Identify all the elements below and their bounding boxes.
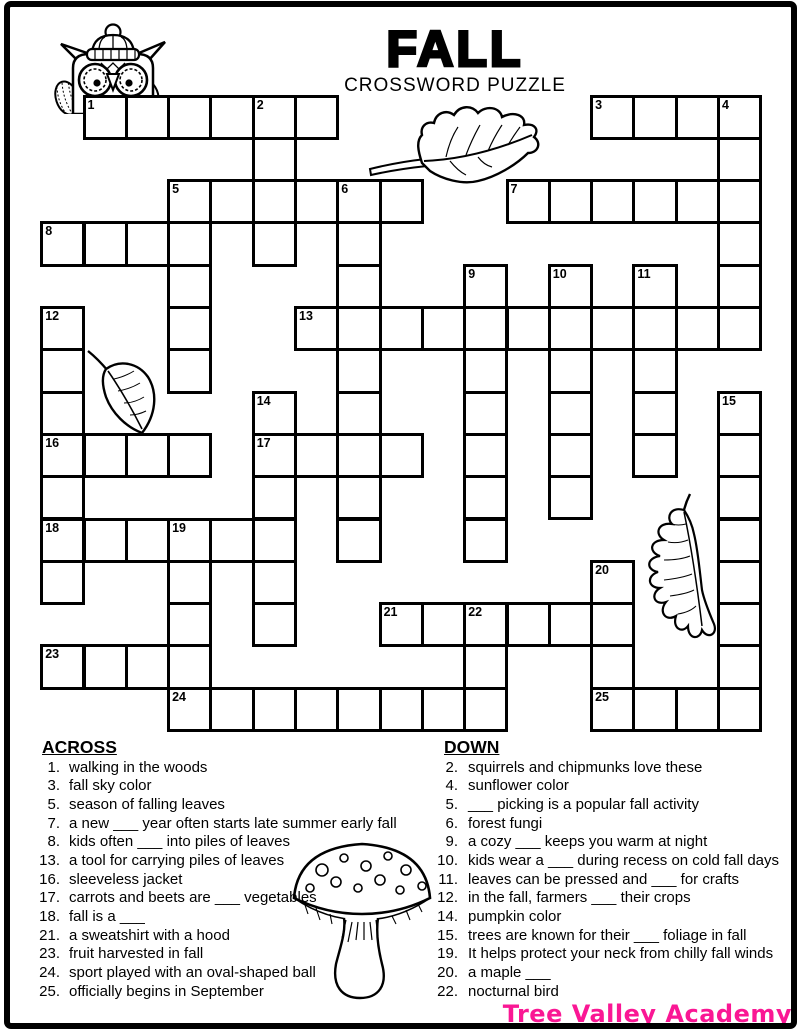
- grid-cell[interactable]: [717, 475, 762, 520]
- grid-cell[interactable]: [548, 179, 593, 224]
- grid-cell[interactable]: [632, 391, 677, 436]
- down-clue-item: [430, 758, 792, 777]
- down-clue-item: [430, 777, 792, 796]
- down-clue-item: [430, 982, 792, 1001]
- grid-cell[interactable]: [336, 687, 381, 732]
- oak-leaf-icon: [628, 490, 718, 668]
- grid-cell[interactable]: [252, 475, 297, 520]
- across-clue-item: [30, 777, 420, 796]
- grid-cell[interactable]: [252, 137, 297, 182]
- grid-cell[interactable]: [463, 644, 508, 689]
- page-title: FALL: [386, 21, 524, 77]
- grid-cell[interactable]: [40, 221, 85, 266]
- grid-cell[interactable]: [506, 602, 551, 647]
- down-clue-item: [430, 795, 792, 814]
- clue-number: 21.: [39, 926, 60, 944]
- clue-number: 11.: [438, 870, 458, 888]
- grid-cell[interactable]: [336, 348, 381, 393]
- cell-number: 8: [45, 224, 53, 239]
- grid-cell[interactable]: [463, 687, 508, 732]
- cell-number: 7: [510, 182, 518, 197]
- grid-cell[interactable]: [632, 348, 677, 393]
- grid-cell[interactable]: [379, 602, 424, 647]
- cell-number: 5: [172, 182, 180, 197]
- grid-cell[interactable]: [125, 95, 170, 140]
- branding-text: Tree Valley Academy: [502, 1000, 792, 1028]
- grid-cell[interactable]: [548, 264, 593, 309]
- title-block: [300, 21, 610, 97]
- grid-cell[interactable]: [336, 306, 381, 351]
- clue-number: 24.: [39, 963, 60, 981]
- across-clue-item: [30, 888, 420, 907]
- across-clue-item: [30, 758, 420, 777]
- grid-cell[interactable]: [506, 179, 551, 224]
- grid-cell[interactable]: [252, 560, 297, 605]
- cell-number: 9: [468, 266, 476, 281]
- grid-cell[interactable]: [252, 221, 297, 266]
- grid-cell[interactable]: [463, 264, 508, 309]
- grid-cell[interactable]: [336, 433, 381, 478]
- cell-number: 20: [595, 562, 609, 577]
- grid-cell[interactable]: [40, 306, 85, 351]
- grid-cell[interactable]: [463, 306, 508, 351]
- cell-number: 3: [595, 97, 603, 112]
- grid-cell[interactable]: [125, 433, 170, 478]
- grid-cell[interactable]: [294, 179, 339, 224]
- clue-number: 19.: [437, 945, 458, 963]
- cell-number: 17: [256, 435, 271, 450]
- grid-cell[interactable]: [632, 433, 677, 478]
- grid-cell[interactable]: [632, 264, 677, 309]
- across-clue-list: [30, 758, 420, 1000]
- clue-number: 5.: [445, 796, 458, 814]
- grid-cell[interactable]: [252, 95, 297, 140]
- clue-number: 23.: [39, 945, 60, 963]
- grid-cell[interactable]: [590, 602, 635, 647]
- grid-cell[interactable]: [40, 391, 85, 436]
- grid-cell[interactable]: [252, 518, 297, 563]
- page-subtitle: CROSSWORD PUZZLE: [344, 75, 566, 96]
- grid-cell[interactable]: [167, 433, 212, 478]
- grid-cell[interactable]: [463, 518, 508, 563]
- grid-cell[interactable]: [590, 560, 635, 605]
- grid-cell[interactable]: [675, 179, 720, 224]
- grid-cell[interactable]: [590, 644, 635, 689]
- grid-cell[interactable]: [252, 391, 297, 436]
- cell-number: 25: [595, 689, 609, 704]
- clue-number: 6.: [445, 814, 458, 832]
- grid-cell[interactable]: [632, 306, 677, 351]
- down-clue-list: [430, 758, 792, 1000]
- grid-cell[interactable]: [209, 687, 254, 732]
- cell-number: 16: [45, 435, 60, 450]
- grid-cell[interactable]: [632, 687, 677, 732]
- grid-cell[interactable]: [40, 348, 85, 393]
- across-clue-item: [30, 851, 420, 870]
- clue-text: nocturnal bird: [468, 982, 559, 1000]
- grid-cell[interactable]: [379, 687, 424, 732]
- clue-text: forest fungi: [468, 814, 543, 832]
- clue-number: 2.: [445, 758, 458, 776]
- grid-cell[interactable]: [336, 475, 381, 520]
- clue-number: 20.: [437, 963, 458, 981]
- grid-cell[interactable]: [40, 560, 85, 605]
- clue-text: fall is a ___: [69, 907, 145, 925]
- clue-number: 7.: [47, 814, 60, 832]
- clue-text: a cozy ___ keeps you warm at night: [468, 833, 708, 851]
- grid-cell[interactable]: [717, 137, 762, 182]
- grid-cell[interactable]: [590, 306, 635, 351]
- grid-cell[interactable]: [40, 475, 85, 520]
- cell-number: 21: [383, 605, 398, 620]
- grid-cell[interactable]: [167, 602, 212, 647]
- down-clue-item: [430, 963, 792, 982]
- across-clue-item: [30, 907, 420, 926]
- grid-cell[interactable]: [590, 687, 635, 732]
- grid-cell[interactable]: [167, 348, 212, 393]
- grid-cell[interactable]: [294, 433, 339, 478]
- grid-cell[interactable]: [717, 518, 762, 563]
- grid-cell[interactable]: [548, 306, 593, 351]
- grid-cell[interactable]: [548, 348, 593, 393]
- down-clue-item: [430, 944, 792, 963]
- cell-number: 12: [45, 309, 60, 323]
- clue-number: 22.: [437, 982, 458, 1000]
- cell-number: 4: [722, 97, 729, 112]
- grid-cell[interactable]: [717, 179, 762, 224]
- grid-cell[interactable]: [125, 644, 170, 689]
- clue-text: carrots and beets are ___ vegetables: [69, 889, 317, 907]
- grid-cell[interactable]: [590, 179, 635, 224]
- grid-cell[interactable]: [717, 644, 762, 689]
- grid-cell[interactable]: [717, 560, 762, 605]
- grid-cell[interactable]: [294, 95, 339, 140]
- grid-cell[interactable]: [632, 95, 677, 140]
- grid-cell[interactable]: [548, 391, 593, 436]
- grid-cell[interactable]: [252, 179, 297, 224]
- birch-leaf-icon: [80, 345, 170, 440]
- cell-number: 15: [722, 393, 736, 408]
- clue-text: pumpkin color: [468, 907, 562, 925]
- grid-cell[interactable]: [252, 602, 297, 647]
- clue-text: a new ___ year often starts late summer early fall: [69, 814, 397, 832]
- cell-number: 6: [341, 182, 349, 197]
- clue-text: fall sky color: [69, 777, 152, 795]
- grid-cell[interactable]: [717, 391, 762, 436]
- grid-cell[interactable]: [717, 602, 762, 647]
- grid-cell[interactable]: [463, 475, 508, 520]
- clue-text: squirrels and chipmunks love these: [468, 758, 703, 776]
- grid-cell[interactable]: [125, 518, 170, 563]
- grid-cell[interactable]: [209, 179, 254, 224]
- across-clue-item: [30, 833, 420, 852]
- grid-cell[interactable]: [463, 348, 508, 393]
- grid-cell[interactable]: [717, 95, 762, 140]
- cell-number: 14: [256, 393, 271, 408]
- grid-cell[interactable]: [717, 433, 762, 478]
- grid-cell[interactable]: [421, 602, 466, 647]
- clue-text: season of falling leaves: [69, 796, 225, 814]
- across-clue-item: [30, 795, 420, 814]
- down-clue-item: [430, 926, 792, 945]
- across-clue-item: [30, 814, 420, 833]
- cell-number: 2: [256, 97, 264, 112]
- grid-cell[interactable]: [252, 433, 297, 478]
- grid-cell[interactable]: [167, 687, 212, 732]
- grid-cell[interactable]: [40, 644, 85, 689]
- grid-cell[interactable]: [675, 687, 720, 732]
- cell-number: 10: [552, 266, 567, 281]
- cell-number: 23: [45, 647, 60, 662]
- clue-text: sport played with an oval-shaped ball: [69, 963, 316, 981]
- down-clue-item: [430, 870, 792, 889]
- down-clue-item: [430, 907, 792, 926]
- down-heading: DOWN: [444, 737, 500, 757]
- grid-cell[interactable]: [125, 221, 170, 266]
- down-clue-item: [430, 833, 792, 852]
- cell-number: 18: [45, 520, 60, 535]
- grid-cell[interactable]: [548, 602, 593, 647]
- clue-text: walking in the woods: [69, 758, 208, 776]
- grid-cell[interactable]: [83, 95, 128, 140]
- grid-cell[interactable]: [167, 644, 212, 689]
- grid-cell[interactable]: [632, 179, 677, 224]
- clue-number: 4.: [445, 777, 458, 795]
- clue-text: sleeveless jacket: [69, 870, 183, 888]
- grid-cell[interactable]: [167, 306, 212, 351]
- grid-cell[interactable]: [209, 518, 254, 563]
- clue-text: leaves can be pressed and ___ for crafts: [468, 870, 739, 888]
- clue-text: ___ picking is a popular fall activity: [468, 796, 699, 814]
- grid-cell[interactable]: [336, 264, 381, 309]
- across-clue-item: [30, 963, 420, 982]
- grid-cell[interactable]: [167, 95, 212, 140]
- clue-text: a maple ___: [468, 963, 551, 981]
- grid-cell[interactable]: [463, 433, 508, 478]
- clue-number: 5.: [47, 796, 60, 814]
- grid-cell[interactable]: [83, 518, 128, 563]
- grid-cell[interactable]: [336, 221, 381, 266]
- grid-cell[interactable]: [167, 518, 212, 563]
- clue-number: 13.: [39, 852, 60, 870]
- clue-number: 18.: [39, 907, 60, 925]
- across-clue-item: [30, 982, 420, 1001]
- clue-number: 10.: [437, 852, 458, 870]
- grid-cell[interactable]: [548, 475, 593, 520]
- grid-cell[interactable]: [379, 179, 424, 224]
- grid-cell[interactable]: [548, 433, 593, 478]
- grid-cell[interactable]: [336, 391, 381, 436]
- grid-cell[interactable]: [379, 433, 424, 478]
- cell-number: 13: [299, 309, 313, 323]
- clue-number: 14.: [437, 907, 458, 925]
- across-clue-item: [30, 926, 420, 945]
- down-clue-item: [430, 888, 792, 907]
- grid-cell[interactable]: [675, 306, 720, 351]
- grid-cell[interactable]: [463, 602, 508, 647]
- clue-text: sunflower color: [468, 777, 569, 795]
- across-clue-item: [30, 944, 420, 963]
- clue-number: 17.: [39, 889, 60, 907]
- grid-cell[interactable]: [167, 179, 212, 224]
- clue-text: trees are known for their ___ foliage in fall: [468, 926, 747, 944]
- grid-cell[interactable]: [379, 306, 424, 351]
- cell-number: 1: [87, 97, 95, 112]
- grid-cell[interactable]: [167, 264, 212, 309]
- clue-number: 16.: [39, 870, 60, 888]
- grid-cell[interactable]: [252, 687, 297, 732]
- across-heading: ACROSS: [42, 737, 117, 757]
- clue-number: 12.: [437, 889, 458, 907]
- grid-cell[interactable]: [83, 644, 128, 689]
- clue-text: a tool for carrying piles of leaves: [69, 852, 285, 870]
- clue-text: in the fall, farmers ___ their crops: [468, 889, 691, 907]
- grid-cell[interactable]: [717, 306, 762, 351]
- clue-number: 3.: [47, 777, 60, 795]
- cell-number: 19: [172, 520, 186, 535]
- clue-number: 15.: [437, 926, 458, 944]
- grid-cell[interactable]: [463, 391, 508, 436]
- cell-number: 11: [637, 266, 651, 281]
- clue-number: 25.: [39, 982, 60, 1000]
- grid-cell[interactable]: [294, 687, 339, 732]
- clue-text: fruit harvested in fall: [69, 945, 204, 963]
- down-clue-item: [430, 814, 792, 833]
- grid-cell[interactable]: [717, 687, 762, 732]
- cell-number: 24: [172, 689, 186, 704]
- grid-cell[interactable]: [83, 221, 128, 266]
- cell-number: 22: [468, 605, 483, 620]
- clue-text: kids often ___ into piles of leaves: [69, 833, 290, 851]
- clue-number: 8.: [47, 833, 60, 851]
- grid-cell[interactable]: [40, 433, 85, 478]
- grid-cell[interactable]: [675, 95, 720, 140]
- down-clue-item: [430, 851, 792, 870]
- grid-cell[interactable]: [167, 221, 212, 266]
- clue-number: 9.: [445, 833, 458, 851]
- grid-cell[interactable]: [336, 518, 381, 563]
- across-clue-item: [30, 870, 420, 889]
- clue-text: It helps protect your neck from chilly fall winds: [468, 945, 774, 963]
- grid-cell[interactable]: [83, 433, 128, 478]
- grid-cell[interactable]: [421, 687, 466, 732]
- clue-number: 1.: [47, 758, 60, 776]
- grid-cell[interactable]: [590, 95, 635, 140]
- grid-cell[interactable]: [336, 179, 381, 224]
- grid-cell[interactable]: [717, 221, 762, 266]
- clue-text: kids wear a ___ during recess on cold fall days: [468, 852, 780, 870]
- grid-cell[interactable]: [40, 518, 85, 563]
- grid-cell[interactable]: [209, 95, 254, 140]
- grid-cell[interactable]: [506, 306, 551, 351]
- grid-cell[interactable]: [294, 306, 339, 351]
- clue-text: officially begins in September: [69, 982, 264, 1000]
- clue-text: a sweatshirt with a hood: [69, 926, 230, 944]
- grid-cell[interactable]: [421, 306, 466, 351]
- grid-cell[interactable]: [717, 264, 762, 309]
- grid-cell[interactable]: [167, 560, 212, 605]
